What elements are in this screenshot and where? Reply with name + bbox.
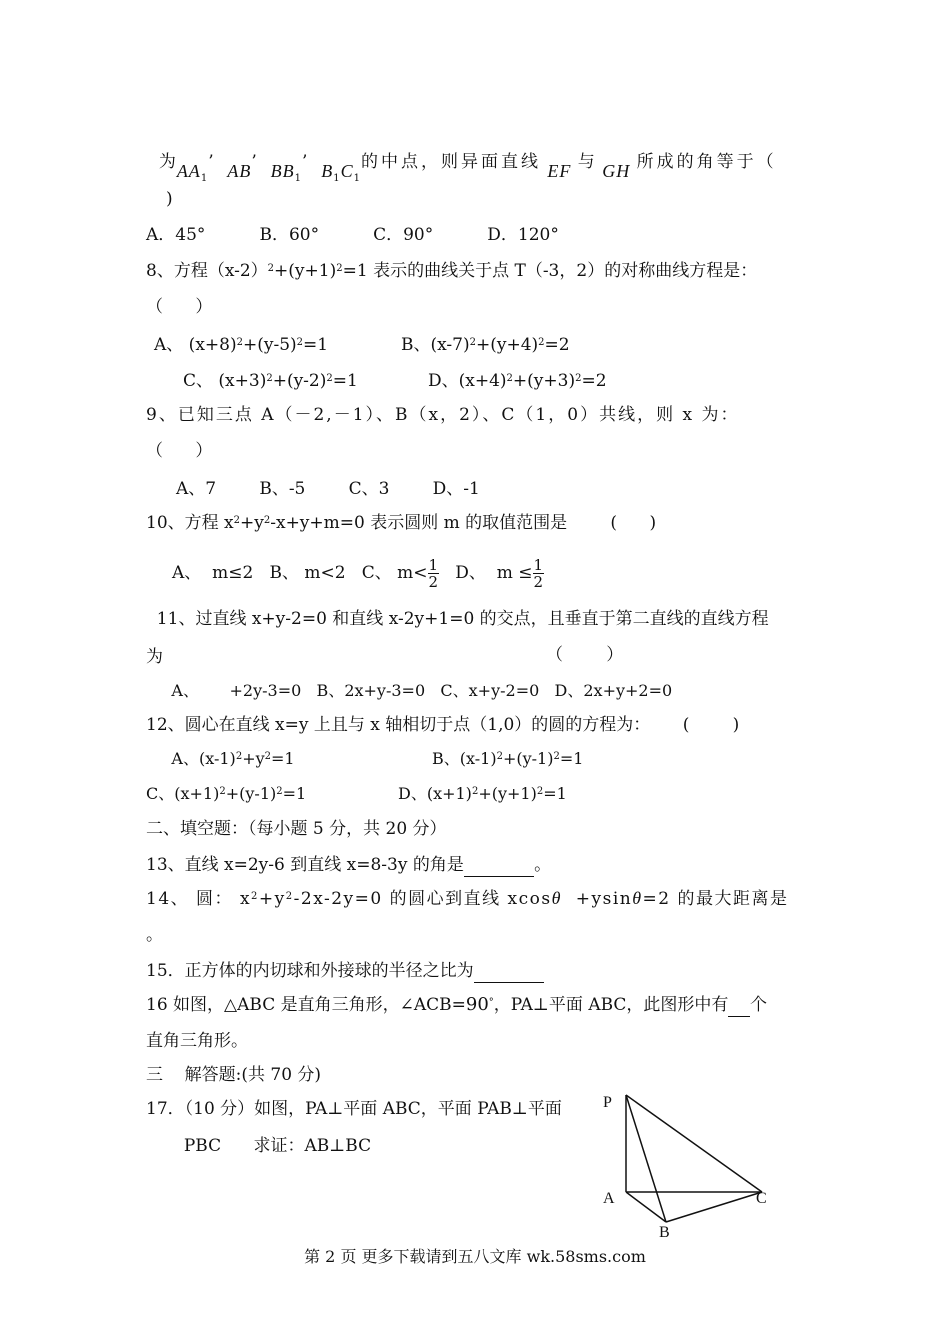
sup: 2 — [251, 891, 259, 902]
q7-tail: 所成的角等于（ — [636, 152, 777, 172]
edge-bc — [666, 1192, 762, 1222]
q8-option-a — [154, 332, 328, 356]
opt-text: B、(x-1) — [432, 749, 497, 768]
frac-num: 1 — [428, 556, 439, 574]
q14-line — [146, 886, 789, 910]
opt-text: =1 — [303, 335, 329, 355]
opt-text: D、(x+4) — [428, 371, 507, 391]
frac-den: 2 — [533, 573, 544, 591]
q16-text: ，PA⊥平面 ABC，此图形中有 — [493, 995, 729, 1015]
opt-text: +(y-1) — [502, 749, 554, 768]
q10-opt-text: D、 m ≤ — [439, 563, 533, 583]
sup: 2 — [496, 751, 503, 762]
q16-line2: 直角三角形。 — [146, 1031, 248, 1051]
sup: 2 — [575, 373, 582, 384]
q13-text: 13、直线 x=2y-6 到直线 x=8-3y 的角是 — [146, 855, 464, 875]
sup: 2 — [235, 751, 243, 762]
q13-line — [146, 854, 551, 877]
sup: 2 — [263, 515, 271, 526]
q15-text: 15．正方体的内切球和外接球的半径之比为 — [146, 961, 474, 981]
opt-text: =1 — [543, 784, 567, 803]
q14-text: -2x-2y=0 的圆心到直线 xcos — [293, 889, 552, 909]
q14-text: +y — [258, 889, 286, 909]
opt-text: =1 — [282, 784, 307, 803]
q14-text: 14、 圆： x — [146, 889, 252, 909]
sup: 2 — [553, 751, 560, 762]
sup: 2 — [536, 786, 544, 797]
section-fill-in-heading: 二、填空题：（每小题 5 分，共 20 分） — [146, 819, 447, 839]
sup: 2 — [264, 751, 272, 762]
q11-stem: 11、过直线 x+y-2=0 和直线 x-2y+1=0 的交点，且垂直于第二直线的直线方程 — [146, 609, 769, 629]
frac-num: 1 — [533, 556, 544, 574]
q16-angle: 90 — [465, 994, 489, 1015]
q12-stem: 12、圆心在直线 x=y 上且与 x 轴相切于点（1,0）的圆的方程为： ( ) — [146, 715, 740, 735]
math-sub: 1 — [353, 173, 361, 184]
sup: 2 — [276, 786, 283, 797]
math-c1: C — [340, 161, 354, 181]
q9-stem: 9、已知三点 A（－2,－1）、B（x，2）、C（1，0）共线，则 x 为： — [146, 405, 740, 425]
opt-text: =1 — [271, 749, 295, 768]
math-theta: θ — [632, 888, 643, 908]
opt-text: =1 — [332, 371, 358, 391]
math-sub: 1 — [294, 173, 302, 184]
math-ab: AB — [227, 161, 252, 181]
frac-den: 2 — [428, 573, 439, 591]
opt-text: +y — [242, 749, 265, 768]
q12-option-a — [146, 746, 295, 770]
q8-stem — [146, 258, 757, 282]
sup: 2 — [285, 891, 294, 902]
q7-prefix: 为 — [158, 152, 177, 172]
q10-options — [172, 556, 544, 590]
math-sub: 1 — [200, 173, 209, 184]
math-gh: GH — [602, 161, 631, 181]
q12-option-d — [398, 781, 567, 805]
fraction-one-half — [533, 557, 545, 590]
figure-label-a: A — [603, 1190, 615, 1207]
opt-text: A、 (x+8) — [154, 335, 237, 355]
sup: 2 — [326, 373, 333, 384]
q8-text: 8、方程（x-2） — [146, 261, 268, 281]
figure-label-c: C — [756, 1190, 767, 1207]
opt-text: A、(x-1) — [146, 749, 236, 768]
edge-pc — [626, 1095, 762, 1192]
q7-mid-text: 的中点，则异面直线 — [360, 152, 541, 172]
q8-text: +(y+1) — [274, 261, 337, 281]
q14-text: +ysin — [561, 889, 633, 909]
q16-line — [146, 992, 767, 1017]
q17-line1: 17．（10 分）如图，PA⊥平面 ABC，平面 PAB⊥平面 — [146, 1099, 562, 1119]
q17-line2: PBC 求证：AB⊥BC — [146, 1136, 372, 1156]
section-solutions-heading: 三 解答题:(共 70 分) — [146, 1065, 322, 1085]
q15-line — [146, 960, 544, 983]
sup: 2 — [219, 786, 226, 797]
math-sub: 1 — [333, 173, 341, 184]
page-footer: 第 2 页 更多下载请到五八文库 wk.58sms.com — [304, 1247, 646, 1266]
figure-label-b: B — [659, 1224, 670, 1241]
opt-text: =1 — [559, 749, 584, 768]
q7-options: A．45° B．60° C．90° D．120° — [146, 225, 559, 245]
opt-text: +(y-2) — [272, 371, 327, 391]
q7-sep: ’ — [302, 152, 309, 172]
q10-stem — [146, 510, 656, 534]
q8-option-c — [183, 368, 358, 392]
math-theta: θ — [551, 888, 562, 908]
degree-symbol: ° — [488, 997, 494, 1008]
q14-text: =2 的最大距离是 — [642, 889, 789, 909]
sup: 2 — [538, 337, 545, 348]
sup: 2 — [233, 515, 240, 526]
fraction-one-half — [428, 557, 440, 590]
q16-text: 个 — [750, 995, 768, 1015]
opt-text: +(y-1) — [225, 784, 277, 803]
opt-text: +(y+3) — [512, 371, 576, 391]
opt-text: D、(x+1) — [398, 784, 472, 803]
q9-options: A、7 B、-5 C、3 D、-1 — [176, 479, 480, 499]
sup: 2 — [266, 373, 273, 384]
q7-line — [146, 128, 777, 184]
edge-ab — [626, 1192, 666, 1222]
sup: 2 — [236, 337, 243, 348]
opt-text: B、(x-7) — [401, 335, 470, 355]
q8-option-b — [401, 332, 570, 356]
q12-option-c — [146, 781, 306, 805]
pyramid-figure — [590, 1085, 790, 1245]
math-bb1: BB — [270, 161, 295, 181]
q7-close-paren: ) — [166, 189, 173, 209]
sup: 2 — [267, 263, 275, 274]
q7-sep: ’ — [208, 152, 215, 172]
q8-paren: （ ） — [146, 297, 213, 317]
sup: 2 — [506, 373, 513, 384]
math-ef: EF — [547, 161, 572, 181]
opt-text: C、(x+1) — [146, 784, 220, 803]
opt-text: +(y+1) — [478, 784, 537, 803]
sup: 2 — [469, 337, 476, 348]
answer-blank[interactable] — [464, 854, 534, 877]
q12-option-b — [432, 746, 583, 770]
q7-sep: ’ — [251, 152, 258, 172]
q7-yu: 与 — [577, 152, 596, 172]
opt-text: =2 — [581, 371, 607, 391]
q8-option-d — [428, 368, 607, 392]
q11-options: A、 +2y-3=0 B、2x+y-3=0 C、x+y-2=0 D、2x+y+2=0 — [146, 681, 673, 700]
q10-text: +y — [240, 513, 264, 533]
q10-opt-text: A、 m≤2 B、 m<2 C、 m< — [172, 563, 428, 583]
q8-text: =1 表示的曲线关于点 T（-3，2）的对称曲线方程是： — [342, 261, 758, 281]
q9-paren: （ ） — [146, 441, 213, 461]
opt-text: =2 — [544, 335, 570, 355]
sup: 2 — [296, 337, 304, 348]
opt-text: C、 (x+3) — [183, 371, 267, 391]
math-b1: B — [321, 161, 334, 181]
math-aa1: AA — [176, 161, 201, 181]
answer-blank[interactable] — [728, 994, 750, 1017]
q16-text: 16 如图，△ABC 是直角三角形，∠ACB= — [146, 995, 466, 1015]
edge-pb — [626, 1095, 666, 1222]
figure-label-p: P — [603, 1094, 612, 1111]
q13-end: 。 — [534, 855, 552, 875]
answer-blank[interactable] — [474, 960, 544, 983]
sup: 2 — [336, 263, 343, 274]
q14-line2: 。 — [146, 925, 163, 945]
q10-text: -x+y+m=0 表示圆则 m 的取值范围是 ( ) — [270, 513, 657, 533]
q11-line2: 为 — [146, 647, 163, 667]
sup: 2 — [471, 786, 479, 797]
q10-text: 10、方程 x — [146, 513, 234, 533]
opt-text: +(y-5) — [242, 335, 297, 355]
q11-paren: （ ） — [546, 645, 624, 665]
opt-text: +(y+4) — [475, 335, 539, 355]
